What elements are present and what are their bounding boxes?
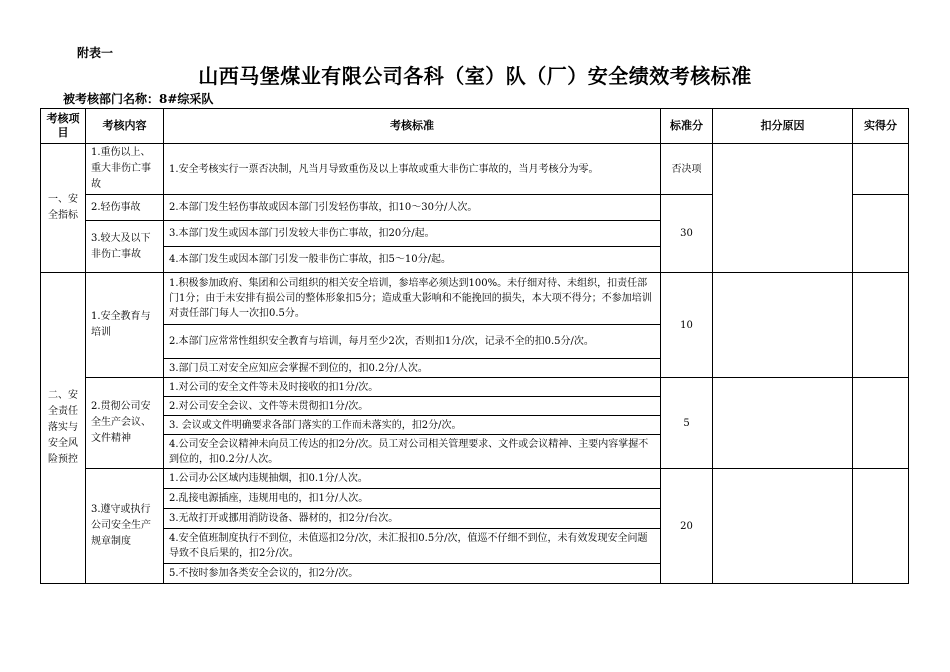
criteria-cell: 3.无故打开或挪用消防设备、器材的，扣2分/台次。 (164, 509, 661, 529)
actual-score-cell[interactable] (853, 144, 909, 195)
content-cell: 2.轻伤事故 (86, 195, 164, 221)
criteria-cell: 2.本部门发生轻伤事故或因本部门引发轻伤事故，扣10～30分/人次。 (164, 195, 661, 221)
header-deduction-reason: 扣分原因 (713, 109, 853, 144)
criteria-cell: 1.公司办公区域内违规抽烟，扣0.1分/人次。 (164, 469, 661, 489)
actual-score-cell[interactable] (853, 378, 909, 469)
deduction-reason-cell[interactable] (713, 378, 853, 469)
department-name: 被考核部门名称：8#综采队 (63, 92, 214, 106)
criteria-cell: 3.部门员工对安全应知应会掌握不到位的，扣0.2分/人次。 (164, 359, 661, 378)
content-cell: 1.重伤以上、重大非伤亡事故 (86, 144, 164, 195)
score-cell: 5 (661, 378, 713, 469)
content-cell: 2.贯彻公司安全生产会议、文件精神 (86, 378, 164, 469)
criteria-cell: 1.对公司的安全文件等未及时接收的扣1分/次。 (164, 378, 661, 397)
header-row (41, 109, 909, 144)
header-score: 标准分 (661, 109, 713, 144)
criteria-cell: 3. 会议或文件明确要求各部门落实的工作而未落实的，扣2分/次。 (164, 416, 661, 435)
table-row (41, 273, 909, 325)
table-row (41, 469, 909, 489)
header-category: 考核项目 (41, 109, 86, 144)
criteria-cell: 4.公司安全会议精神未向员工传达的扣2分/次。员工对公司相关管理要求、文件或会议精神、主要内容掌握不到位的，扣0.2分/人次。 (164, 435, 661, 469)
appendix-label: 附表一 (77, 46, 114, 60)
criteria-cell: 2.乱接电源插座，违规用电的，扣1分/人次。 (164, 489, 661, 509)
criteria-cell: 1.积极参加政府、集团和公司组织的相关安全培训，参培率必须达到100%。未仔细对待、未组织，扣责任部门1分；由于未安排有损公司的整体形象扣5分；造成重大影响和不能挽回的损失，本大项不得分；不参加培训对责任部门每人一次扣0.5分。 (164, 273, 661, 325)
table-row (41, 144, 909, 195)
criteria-cell: 2.对公司安全会议、文件等未贯彻扣1分/次。 (164, 397, 661, 416)
criteria-cell: 4.安全值班制度执行不到位，未值巡扣2分/次，未汇报扣0.5分/次，值巡不仔细不到位，未有效发现安全问题导致不良后果的，扣2分/次。 (164, 529, 661, 564)
deduction-reason-cell[interactable] (713, 273, 853, 378)
criteria-cell: 5.不按时参加各类安全会议的，扣2分/次。 (164, 564, 661, 584)
criteria-cell: 3.本部门发生或因本部门引发较大非伤亡事故，扣20分/起。 (164, 221, 661, 247)
content-cell: 3.遵守或执行公司安全生产规章制度 (86, 469, 164, 584)
score-cell: 20 (661, 469, 713, 584)
document-title: 山西马堡煤业有限公司各科（室）队（厂）安全绩效考核标准 (198, 64, 752, 88)
header-criteria: 考核标准 (164, 109, 661, 144)
deduction-reason-cell[interactable] (713, 144, 853, 273)
deduction-reason-cell[interactable] (713, 469, 853, 584)
header-actual-score: 实得分 (853, 109, 909, 144)
criteria-cell: 2.本部门应常常性组织安全教育与培训，每月至少2次，否则扣1分/次，记录不全的扣0.5分/次。 (164, 325, 661, 359)
category-cell: 二、安全责任落实与安全风险预控 (41, 273, 86, 584)
header-content: 考核内容 (86, 109, 164, 144)
criteria-cell: 1.安全考核实行一票否决制，凡当月导致重伤及以上事故或重大非伤亡事故的，当月考核分为零。 (164, 144, 661, 195)
table-row (41, 378, 909, 397)
score-cell: 30 (661, 195, 713, 273)
score-cell: 10 (661, 273, 713, 378)
actual-score-cell[interactable] (853, 195, 909, 273)
criteria-cell: 4.本部门发生或因本部门引发一般非伤亡事故，扣5～10分/起。 (164, 247, 661, 273)
content-cell: 1.安全教育与培训 (86, 273, 164, 378)
actual-score-cell[interactable] (853, 273, 909, 378)
actual-score-cell[interactable] (853, 469, 909, 584)
content-cell: 3.较大及以下非伤亡事故 (86, 221, 164, 273)
assessment-table (40, 108, 909, 584)
score-cell: 否决项 (661, 144, 713, 195)
category-cell: 一、安全指标 (41, 144, 86, 273)
